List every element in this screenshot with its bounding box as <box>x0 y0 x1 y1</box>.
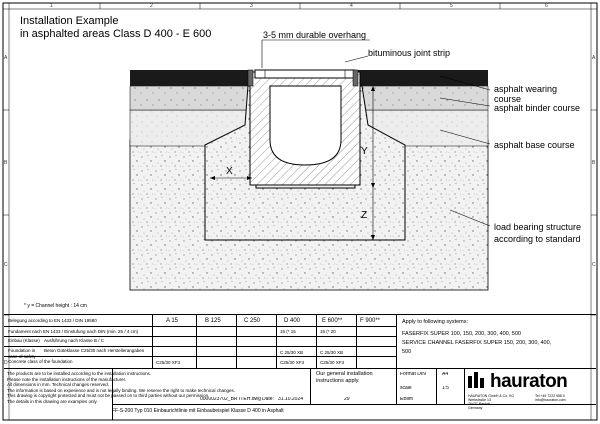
joint-strip-left <box>248 70 253 86</box>
grid-col-2: 2 <box>150 3 153 9</box>
class-header-c250: C 250 <box>244 318 261 324</box>
company-contact-line: info@hauraton.com <box>535 398 566 402</box>
tb-row3-label: Einbau (Klasse) <box>8 338 40 343</box>
small-print-line: The information is based on experience and is not legally binding. We reserve the right to make technical changes. <box>7 387 236 393</box>
dimension-x: X <box>226 166 233 177</box>
channel-cavity <box>270 86 341 165</box>
format-value: A4 <box>442 372 449 377</box>
scale-label: scale <box>400 386 412 391</box>
label-wearing-course-1: asphalt wearing <box>494 84 558 94</box>
format-label: Format DIN <box>400 372 426 377</box>
dimension-y: Y <box>361 146 368 157</box>
tb-col-divider <box>356 314 357 368</box>
tb-row5-d400: C25/30 XF3 <box>280 360 305 365</box>
class-header-b125: B 125 <box>205 318 221 324</box>
class-header-f900: F 900** <box>360 318 381 324</box>
company-address <box>468 394 514 410</box>
grid-row-a-right: A <box>592 55 596 61</box>
label-load-bearing-1: load bearing structure <box>494 222 582 232</box>
tb-row4-label: Foundation in case of safety <box>8 348 36 359</box>
tb-divider <box>4 356 396 357</box>
tb-row5-c250: C25/30 XF3 <box>156 360 181 365</box>
date-value: 31.10.2024 <box>278 397 304 402</box>
tb-col-divider <box>396 368 397 404</box>
grid-col-4: 4 <box>350 3 353 9</box>
tb-row2-d400: 15 (* 15 <box>280 329 296 334</box>
date-label: Date: <box>262 397 274 402</box>
asphalt-wearing-layer-left <box>130 70 250 86</box>
small-print-line: The products are to be installed according to the installation instructions. <box>7 371 152 376</box>
joint-strip-right <box>353 70 358 86</box>
tb-row4-text: Beton Güteklasse C25/30 nach Herstellerangaben <box>44 348 145 353</box>
footer-reference: FF-S-200 Typ 010 Einbaurichtlinie mit Einbaubeispiel Klasse D 400 in Asphalt <box>112 408 284 414</box>
grid-col-5: 5 <box>450 3 453 9</box>
tb-row2-text: Fundament nach EN 1433 / Einstufung nach DIN (min. 25 / 4 cm) <box>8 329 139 334</box>
tb-row4-e600: C 25/30 XB <box>320 350 344 355</box>
tb-row4-d400: C 25/30 XB <box>280 350 304 355</box>
small-print-line: The details in this drawing are examples only. <box>7 398 98 404</box>
tb-row1-text: Belegung according to EN 1433 / DIN 19580 <box>8 318 97 323</box>
tb-col-divider <box>464 368 465 404</box>
tb-row5-e600: C25/30 XF3 <box>320 360 345 365</box>
label-base-course: asphalt base course <box>494 140 575 150</box>
label-binder-course: asphalt binder course <box>494 103 581 113</box>
tb-divider <box>112 404 596 405</box>
tb-divider <box>4 346 396 347</box>
tb-row3-text: Ausführung nach Klasse B / C <box>44 338 105 343</box>
grid-row-c-right: C <box>592 262 596 268</box>
class-header-e600: E 600** <box>322 318 343 324</box>
company-address-line: 76437 Rastatt <box>468 402 490 406</box>
drawing-title-line1: Installation Example <box>20 15 119 27</box>
drawing-number: 0000023702_BR ITEH.dwg <box>200 397 261 402</box>
grid-row-b: B <box>4 160 8 166</box>
hauraton-logo-icon <box>468 372 488 390</box>
channel-height-note: * y = Channel height : 14 cm <box>24 303 87 309</box>
tb-col-divider <box>196 314 197 368</box>
remark: Our general installation instructions apply. <box>316 371 373 384</box>
small-print-line: Please note the installation instructions of the manufacturer. <box>7 376 127 382</box>
company-address-line: HAURATON GmbH & Co. KG <box>468 394 515 398</box>
company-name: hauraton <box>490 371 568 392</box>
class-header-a15: A 15 <box>166 318 179 324</box>
tb-col-divider <box>436 368 437 404</box>
sheet-code: EBllm <box>400 397 414 402</box>
tb-col-divider <box>316 314 317 368</box>
label-load-bearing-2: according to standard <box>494 234 581 244</box>
grid-col-6: 6 <box>545 3 548 9</box>
company-contact <box>535 394 566 402</box>
apply-line-1: FASERFIX SUPER 100, 150, 200, 300, 400, 500 <box>402 331 521 337</box>
page-number: 29 <box>344 397 350 402</box>
dimension-z: Z <box>361 210 368 221</box>
small-print-line: All dimensions in mm. Technical changes reserved. <box>7 382 109 387</box>
apply-line-2: SERVICE CHANNEL FASERFIX SUPER 150, 200, 300, 400, <box>402 340 552 346</box>
grid-row-a: A <box>4 55 8 61</box>
tb-col-divider <box>396 314 397 368</box>
label-joint-strip: bituminous joint strip <box>368 48 451 58</box>
grid-row-c: C <box>4 262 8 268</box>
tb-col-divider <box>236 314 237 368</box>
class-header-d400: D 400 <box>284 318 301 324</box>
small-print-line: This drawing is copyright protected and must not be passed on to third parties without our permission. <box>7 393 210 398</box>
tb-row5-text: Concrete class of the foundation <box>8 359 73 364</box>
company-address-line: Werkstraße 13 <box>468 398 491 402</box>
grid-row-b-right: B <box>592 160 596 166</box>
tb-row2-e600: 15 (* 20 <box>320 329 336 334</box>
grating-cover <box>255 70 355 78</box>
drawing-title-line2: in asphalted areas Class D 400 - E 600 <box>20 28 212 40</box>
grid-col-1: 1 <box>50 3 53 9</box>
apply-title: Apply to following systems: <box>402 319 469 325</box>
tb-col-divider <box>152 314 153 368</box>
tb-col-divider <box>276 314 277 368</box>
apply-line-3: 500 <box>402 349 412 355</box>
grid-col-3: 3 <box>250 3 253 9</box>
tb-divider <box>4 368 596 369</box>
tb-col-divider <box>310 368 311 404</box>
company-address-line: Germany <box>468 406 483 410</box>
tb-divider <box>4 336 396 337</box>
tb-divider <box>4 326 396 327</box>
label-overhang: 3-5 mm durable overhang <box>263 30 367 40</box>
scale-value: 1:5 <box>442 386 449 391</box>
grid-row-d: D <box>4 360 8 366</box>
company-contact-line: Tel +49 7222 958 0 <box>535 394 565 398</box>
label-wearing-course-2: course <box>494 94 522 104</box>
